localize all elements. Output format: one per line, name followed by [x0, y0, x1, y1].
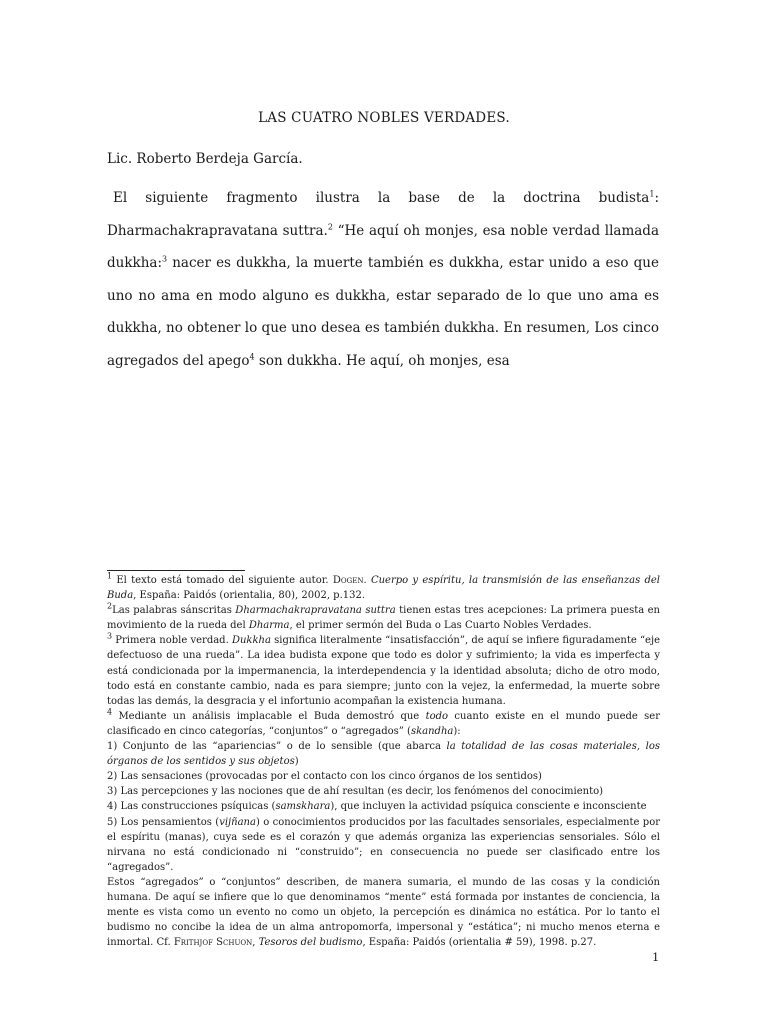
footnote-text: Primera noble verdad. — [112, 635, 232, 647]
footnote-4-item-1 — [107, 739, 660, 769]
footnote-term: todo — [425, 710, 449, 722]
footnote-text: , España: Paidós (orientalia # 59), 1998. p.27. — [362, 937, 597, 949]
footnote-4-item-5 — [107, 815, 660, 875]
footnotes-section — [107, 573, 660, 950]
footnote-ref-4[interactable]: 4 — [249, 352, 255, 361]
footnote-ref-3[interactable]: 3 — [162, 254, 168, 264]
body-text-2: : Dharmachakrapravatana suttra. — [107, 190, 659, 239]
body-text-4: nacer es dukkha, la muerte también es dukkha, estar unido a eso que uno no ama en modo alguno es dukkha, estar separado de lo que uno ama es dukkha, no obtener lo que uno desea es también dukkha. En resumen, Los cinco agregados del apego — [107, 255, 659, 369]
footnote-text: . — [363, 575, 371, 586]
footnote-number: 4 — [107, 707, 113, 717]
body-text-3: “He aquí oh monjes, esa noble verdad llamada dukkha: — [107, 222, 659, 271]
footnote-text: significa literalmente “insatisfacción”, de aquí se infiere figuradamente “eje defectuoso de una rueda”. La idea budista expone que todo es dolor y sufrimiento; la vida es imperfecta y está condicionada por la impermanencia, la interdependencia y la identidad absoluta; dicho de otro modo, todo está en constante cambio, nada es para siempre; junto con la vejez, la enfermedad, la muerte sobre todas las demás, la desgracia y el infortunio acompañan la existencia humana. — [107, 635, 660, 707]
footnote-separator — [107, 570, 245, 571]
footnote-4-item-2: 2) Las sensaciones (provocadas por el contacto con los cinco órganos de los sentidos) — [107, 771, 542, 783]
footnote-4-item-4 — [107, 799, 660, 814]
footnote-text: Las palabras sánscritas — [112, 605, 236, 617]
footnote-term: la totalidad de las cosas materiales, los órganos de los sentidos y sus objetos — [107, 741, 660, 768]
body-text-1: El siguiente fragmento ilustra la base de la doctrina budista — [113, 190, 650, 206]
footnote-book-title: Cuerpo y espíritu, la transmisión de las enseñanzas del Buda — [107, 575, 661, 602]
footnote-number: 2 — [107, 601, 113, 611]
footnote-2 — [107, 603, 660, 633]
footnote-term: vijñana — [219, 816, 256, 828]
footnote-text: 1) Conjunto de las “apariencias” o de lo sensible (que abarca — [107, 741, 447, 753]
footnote-author: Dogen — [332, 575, 364, 586]
page-number: 1 — [652, 950, 660, 964]
footnote-1 — [107, 573, 660, 603]
footnote-text: , España: Paidós (orientalia, 80), 2002, p.132. — [133, 590, 366, 602]
footnote-ref-1[interactable]: 1 — [649, 189, 655, 199]
footnote-term: samskhara — [275, 801, 331, 813]
footnote-4 — [107, 709, 660, 739]
author-line: Lic. Roberto Berdeja García. — [107, 151, 303, 167]
footnote-text: ) o conocimientos producidos por las facultades sensoriales, especialmente por el espíritu (manas), cuya sede es el corazón y que además organiza las experiencias sensoriales. Sólo el nirvana no está condicionado ni “construido”; en consecuencia no puede ser clasificado entre los “agregados”. — [107, 816, 660, 873]
footnote-3 — [107, 633, 660, 708]
footnote-term: Dukkha — [231, 635, 271, 647]
footnote-4-item-3: 3) Las percepciones y las nociones que de ahí resultan (es decir, los fenómenos del conocimiento) — [107, 786, 604, 798]
footnote-text: , — [252, 937, 259, 949]
footnote-text: 5) Los pensamientos ( — [107, 816, 220, 828]
footnote-text: Mediante un análisis implacable el Buda demostró que — [112, 710, 426, 722]
footnote-ref-2[interactable]: 2 — [327, 222, 333, 231]
document-title: LAS CUATRO NOBLES VERDADES. — [258, 110, 510, 126]
footnote-text: ), que incluyen la actividad psíquica consciente e inconsciente — [330, 801, 647, 813]
footnote-text: cuanto existe en el mundo puede ser clasificado en cinco categorías, “conjuntos” o “agregados” ( — [107, 710, 660, 737]
footnote-book-title: Tesoros del budismo — [258, 937, 363, 949]
footnote-text: 4) Las construcciones psíquicas ( — [107, 801, 276, 813]
footnote-text: ) — [294, 756, 299, 768]
footnote-number: 1 — [107, 571, 113, 581]
footnote-4-closing — [107, 875, 660, 950]
footnote-text: ): — [453, 725, 461, 737]
body-text-5: son dukkha. He aquí, oh monjes, esa — [254, 352, 510, 369]
footnote-term: Dharmachakrapravatana suttra — [235, 605, 396, 617]
footnote-author: Frithjof Schuon — [173, 937, 253, 949]
footnote-term: skandha — [410, 725, 454, 737]
footnote-term: Dharma — [248, 620, 290, 632]
footnote-number: 3 — [107, 632, 113, 642]
footnote-text: Estos “agregados” o “conjuntos” describen, de manera sumaria, el mundo de las cosas y la condición humana. De aquí se infiere que lo que denominamos “mente” está formada por instantes de conciencia, la mente es vista como un evento no como un objeto, la percepción es dinámica no estática. Por lo tanto el budismo no concibe la idea de un alma antropomorfa, impersonal y “estática”; ni mucho menos eterna e inmortal. Cf. — [107, 876, 660, 949]
footnote-text: tienen estas tres acepciones: La primera puesta en movimiento de la rueda del — [107, 605, 660, 632]
footnote-text: , el primer sermón del Buda o Las Cuarto Nobles Verdades. — [289, 620, 592, 632]
body-paragraph — [107, 182, 659, 377]
footnote-text: El texto está tomado del siguiente autor. — [112, 575, 333, 586]
